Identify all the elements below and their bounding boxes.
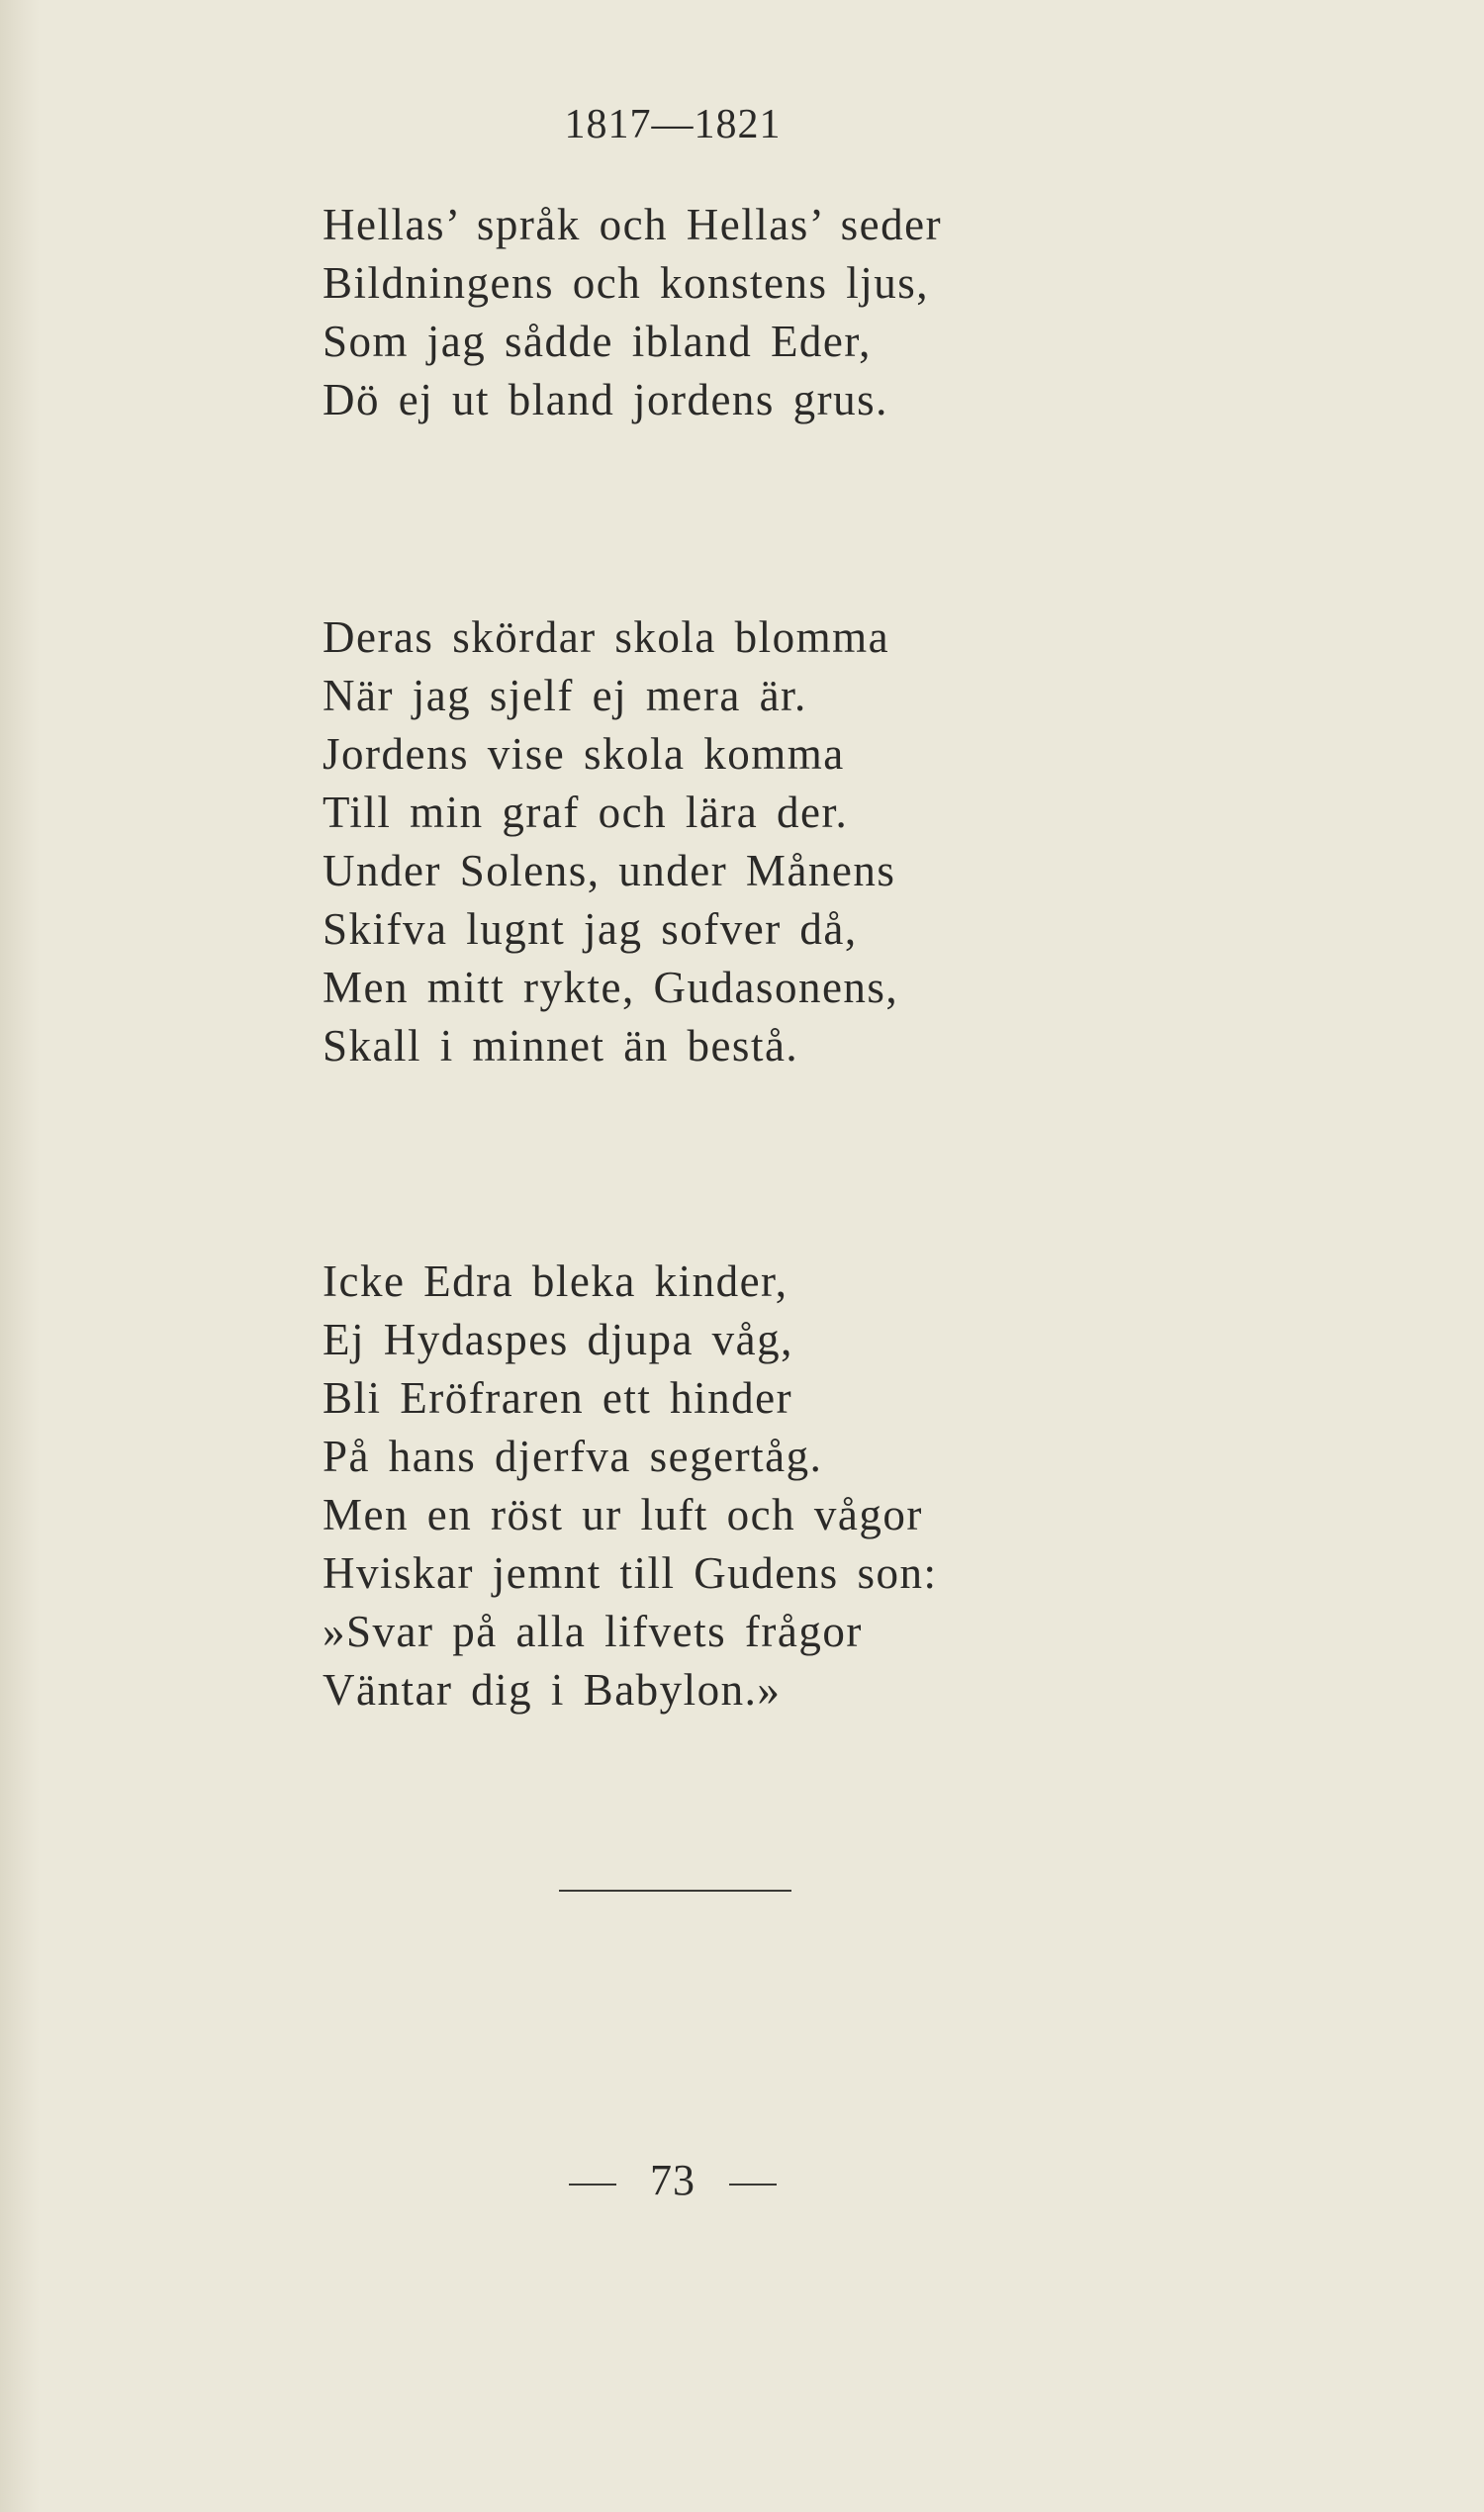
verse-line: Jordens vise skola komma	[323, 729, 845, 779]
folio-dash-left	[569, 2184, 616, 2186]
folio-dash-right	[729, 2184, 777, 2186]
verse-line: Skall i minnet än bestå.	[323, 1021, 799, 1070]
verse-line: Hviskar jemnt till Gudens son:	[323, 1548, 938, 1598]
verse-line: Icke Edra bleka kinder,	[323, 1256, 788, 1306]
verse-line: Men mitt rykte, Gudasonens,	[323, 963, 899, 1012]
verse-line: Väntar dig i Babylon.»	[323, 1665, 782, 1715]
verse-line: Som jag sådde ibland Eder,	[323, 317, 872, 366]
stanza-2	[323, 608, 1361, 1075]
verse-line: Bildningens och konstens ljus,	[323, 258, 929, 308]
verse-line: På hans djerfva segertåg.	[323, 1432, 823, 1481]
verse-line: När jag sjelf ej mera är.	[323, 671, 807, 720]
stanza-3	[323, 1253, 1361, 1720]
verse-line: Dö ej ut bland jordens grus.	[323, 375, 888, 424]
verse-line: Under Solens, under Månens	[323, 846, 896, 895]
verse-line: Ej Hydaspes djupa våg,	[323, 1315, 793, 1364]
page-number: 73	[650, 2156, 696, 2204]
page-gutter-shadow	[0, 0, 40, 2512]
verse-line: Men en röst ur luft och vågor	[323, 1490, 923, 1539]
page-folio	[0, 2155, 1345, 2205]
verse-line: Deras skördar skola blomma	[323, 612, 890, 662]
section-divider-rule	[559, 1890, 791, 1892]
verse-line: Bli Eröfraren ett hinder	[323, 1373, 793, 1423]
running-head: 1817—1821	[564, 102, 782, 147]
stanza-1	[323, 196, 1361, 429]
verse-line: Skifva lugnt jag sofver då,	[323, 904, 858, 954]
verse-line: Till min graf och lära der.	[323, 788, 849, 837]
verse-line: Hellas’ språk och Hellas’ seder	[323, 200, 943, 249]
verse-line: »Svar på alla lifvets frågor	[323, 1607, 863, 1656]
